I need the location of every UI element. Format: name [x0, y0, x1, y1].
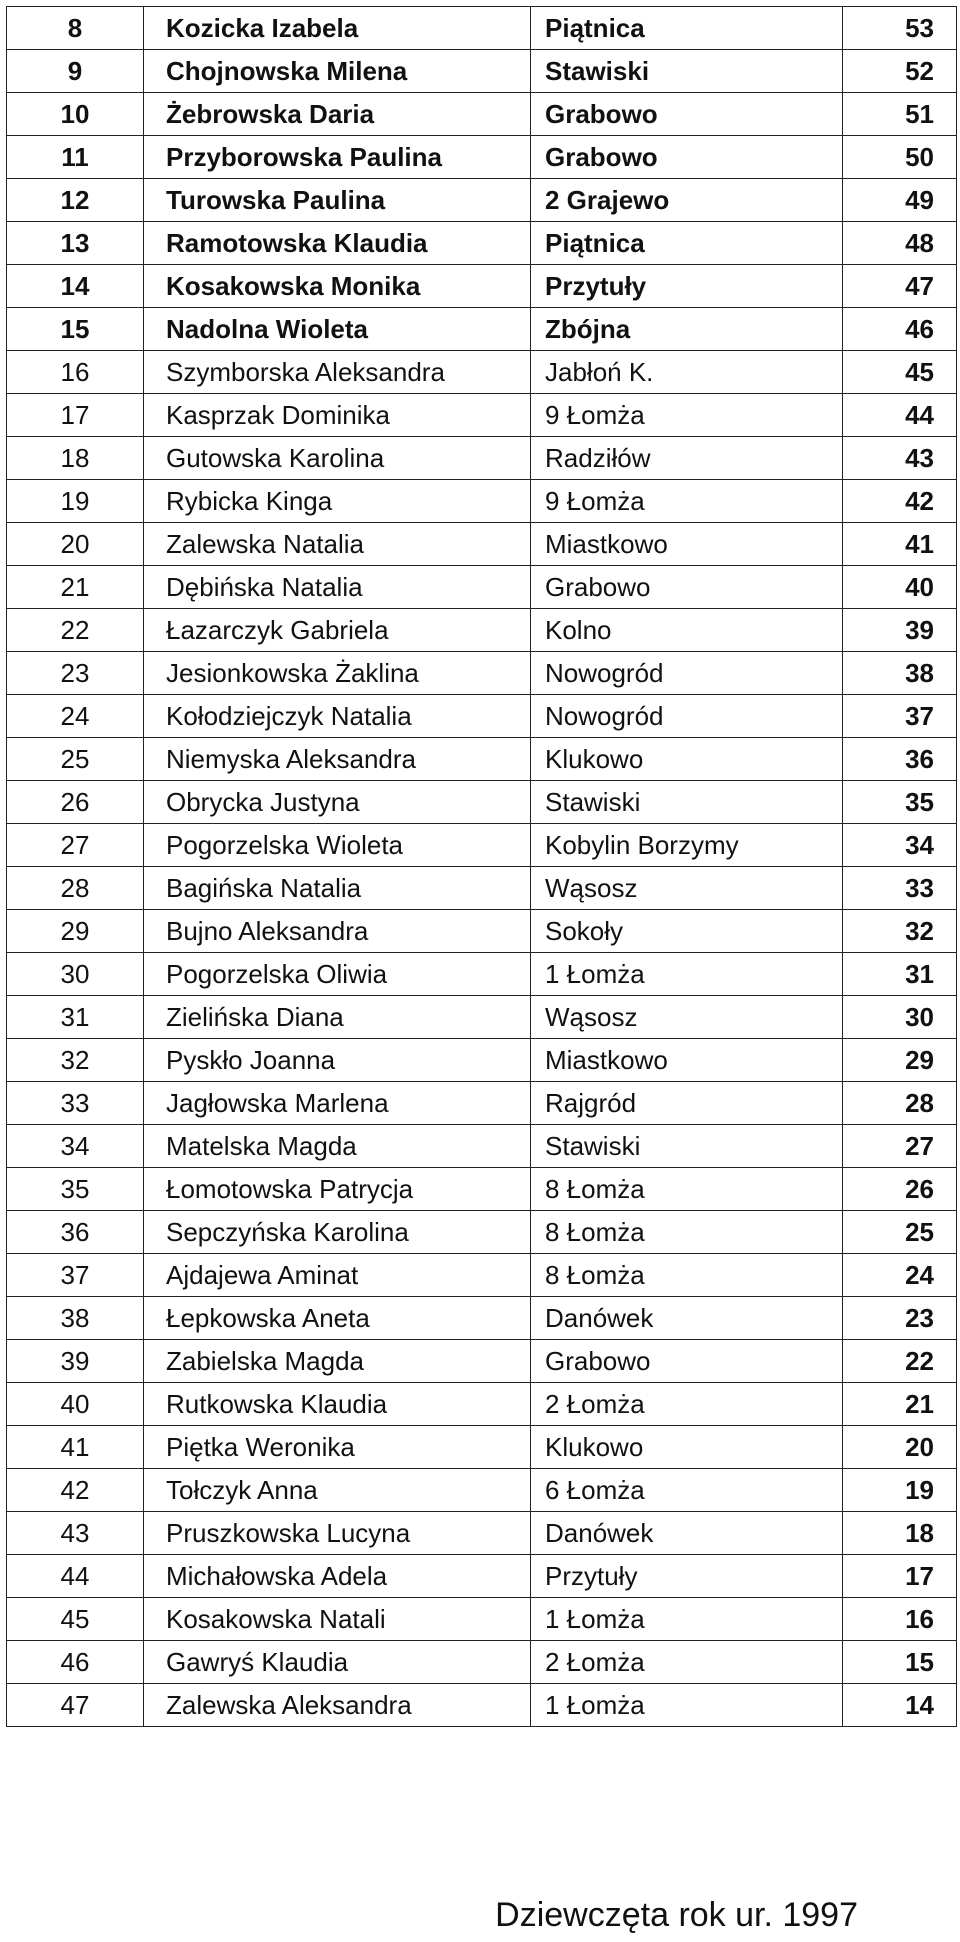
athlete-name-cell: Tołczyk Anna [144, 1469, 531, 1512]
rank-cell: 43 [7, 1512, 144, 1555]
club-cell: Grabowo [531, 566, 843, 609]
athlete-name-cell: Pogorzelska Wioleta [144, 824, 531, 867]
points-cell: 34 [843, 824, 957, 867]
table-row [7, 1039, 957, 1082]
athlete-name-cell: Pruszkowska Lucyna [144, 1512, 531, 1555]
table-row [7, 308, 957, 351]
athlete-name-cell: Ramotowska Klaudia [144, 222, 531, 265]
points-cell: 22 [843, 1340, 957, 1383]
points-cell: 52 [843, 50, 957, 93]
athlete-name-cell: Bujno Aleksandra [144, 910, 531, 953]
table-row [7, 1684, 957, 1727]
rank-cell: 42 [7, 1469, 144, 1512]
table-row [7, 1512, 957, 1555]
rank-cell: 26 [7, 781, 144, 824]
rank-cell: 40 [7, 1383, 144, 1426]
athlete-name-cell: Zielińska Diana [144, 996, 531, 1039]
points-cell: 33 [843, 867, 957, 910]
athlete-name-cell: Jagłowska Marlena [144, 1082, 531, 1125]
points-cell: 16 [843, 1598, 957, 1641]
points-cell: 45 [843, 351, 957, 394]
rank-cell: 30 [7, 953, 144, 996]
club-cell: Danówek [531, 1297, 843, 1340]
points-cell: 35 [843, 781, 957, 824]
rank-cell: 47 [7, 1684, 144, 1727]
rank-cell: 22 [7, 609, 144, 652]
club-cell: Wąsosz [531, 996, 843, 1039]
table-row [7, 437, 957, 480]
table-row [7, 1641, 957, 1684]
club-cell: Miastkowo [531, 1039, 843, 1082]
athlete-name-cell: Kołodziejczyk Natalia [144, 695, 531, 738]
points-cell: 26 [843, 1168, 957, 1211]
club-cell: Kobylin Borzymy [531, 824, 843, 867]
table-row [7, 179, 957, 222]
points-cell: 42 [843, 480, 957, 523]
club-cell: Nowogród [531, 695, 843, 738]
table-row [7, 93, 957, 136]
club-cell: 6 Łomża [531, 1469, 843, 1512]
athlete-name-cell: Bagińska Natalia [144, 867, 531, 910]
club-cell: Piątnica [531, 7, 843, 50]
table-row [7, 1297, 957, 1340]
results-table [6, 6, 957, 1727]
table-row [7, 136, 957, 179]
athlete-name-cell: Turowska Paulina [144, 179, 531, 222]
points-cell: 49 [843, 179, 957, 222]
table-row [7, 222, 957, 265]
table-row [7, 1555, 957, 1598]
points-cell: 25 [843, 1211, 957, 1254]
points-cell: 30 [843, 996, 957, 1039]
rank-cell: 10 [7, 93, 144, 136]
athlete-name-cell: Zalewska Natalia [144, 523, 531, 566]
rank-cell: 35 [7, 1168, 144, 1211]
points-cell: 51 [843, 93, 957, 136]
rank-cell: 24 [7, 695, 144, 738]
athlete-name-cell: Łazarczyk Gabriela [144, 609, 531, 652]
club-cell: Przytuły [531, 265, 843, 308]
club-cell: 2 Grajewo [531, 179, 843, 222]
table-row [7, 1426, 957, 1469]
points-cell: 29 [843, 1039, 957, 1082]
rank-cell: 12 [7, 179, 144, 222]
club-cell: Radziłów [531, 437, 843, 480]
club-cell: 8 Łomża [531, 1168, 843, 1211]
table-row [7, 1211, 957, 1254]
club-cell: Klukowo [531, 1426, 843, 1469]
points-cell: 15 [843, 1641, 957, 1684]
table-row [7, 351, 957, 394]
club-cell: 1 Łomża [531, 953, 843, 996]
athlete-name-cell: Jesionkowska Żaklina [144, 652, 531, 695]
rank-cell: 23 [7, 652, 144, 695]
table-row [7, 480, 957, 523]
table-row [7, 695, 957, 738]
club-cell: Przytuły [531, 1555, 843, 1598]
club-cell: 8 Łomża [531, 1254, 843, 1297]
rank-cell: 17 [7, 394, 144, 437]
rank-cell: 11 [7, 136, 144, 179]
table-row [7, 1254, 957, 1297]
table-row [7, 7, 957, 50]
points-cell: 17 [843, 1555, 957, 1598]
table-row [7, 867, 957, 910]
points-cell: 20 [843, 1426, 957, 1469]
rank-cell: 46 [7, 1641, 144, 1684]
points-cell: 18 [843, 1512, 957, 1555]
club-cell: Miastkowo [531, 523, 843, 566]
rank-cell: 15 [7, 308, 144, 351]
athlete-name-cell: Żebrowska Daria [144, 93, 531, 136]
athlete-name-cell: Michałowska Adela [144, 1555, 531, 1598]
points-cell: 39 [843, 609, 957, 652]
points-cell: 50 [843, 136, 957, 179]
footer-caption: Dziewczęta rok ur. 1997 [495, 1896, 858, 1934]
club-cell: Sokoły [531, 910, 843, 953]
table-row [7, 1598, 957, 1641]
club-cell: Klukowo [531, 738, 843, 781]
points-cell: 41 [843, 523, 957, 566]
athlete-name-cell: Kosakowska Natali [144, 1598, 531, 1641]
club-cell: Zbójna [531, 308, 843, 351]
points-cell: 37 [843, 695, 957, 738]
points-cell: 32 [843, 910, 957, 953]
table-row [7, 1469, 957, 1512]
club-cell: 2 Łomża [531, 1383, 843, 1426]
points-cell: 27 [843, 1125, 957, 1168]
athlete-name-cell: Piętka Weronika [144, 1426, 531, 1469]
points-cell: 24 [843, 1254, 957, 1297]
rank-cell: 21 [7, 566, 144, 609]
table-row [7, 609, 957, 652]
results-table-body [7, 7, 957, 1727]
athlete-name-cell: Ajdajewa Aminat [144, 1254, 531, 1297]
rank-cell: 44 [7, 1555, 144, 1598]
athlete-name-cell: Kasprzak Dominika [144, 394, 531, 437]
athlete-name-cell: Przyborowska Paulina [144, 136, 531, 179]
club-cell: Grabowo [531, 1340, 843, 1383]
rank-cell: 38 [7, 1297, 144, 1340]
rank-cell: 27 [7, 824, 144, 867]
club-cell: 1 Łomża [531, 1684, 843, 1727]
club-cell: Stawiski [531, 50, 843, 93]
rank-cell: 18 [7, 437, 144, 480]
table-row [7, 1082, 957, 1125]
table-row [7, 1168, 957, 1211]
table-row [7, 1383, 957, 1426]
rank-cell: 33 [7, 1082, 144, 1125]
athlete-name-cell: Łepkowska Aneta [144, 1297, 531, 1340]
rank-cell: 41 [7, 1426, 144, 1469]
rank-cell: 37 [7, 1254, 144, 1297]
athlete-name-cell: Łomotowska Patrycja [144, 1168, 531, 1211]
table-row [7, 996, 957, 1039]
points-cell: 40 [843, 566, 957, 609]
points-cell: 21 [843, 1383, 957, 1426]
rank-cell: 8 [7, 7, 144, 50]
rank-cell: 32 [7, 1039, 144, 1082]
club-cell: Jabłoń K. [531, 351, 843, 394]
athlete-name-cell: Sepczyńska Karolina [144, 1211, 531, 1254]
rank-cell: 14 [7, 265, 144, 308]
rank-cell: 31 [7, 996, 144, 1039]
points-cell: 31 [843, 953, 957, 996]
club-cell: Grabowo [531, 136, 843, 179]
rank-cell: 36 [7, 1211, 144, 1254]
athlete-name-cell: Nadolna Wioleta [144, 308, 531, 351]
points-cell: 38 [843, 652, 957, 695]
club-cell: Stawiski [531, 781, 843, 824]
club-cell: 9 Łomża [531, 394, 843, 437]
athlete-name-cell: Gutowska Karolina [144, 437, 531, 480]
table-row [7, 1125, 957, 1168]
points-cell: 36 [843, 738, 957, 781]
table-row [7, 1340, 957, 1383]
club-cell: Kolno [531, 609, 843, 652]
rank-cell: 25 [7, 738, 144, 781]
athlete-name-cell: Pyskło Joanna [144, 1039, 531, 1082]
club-cell: Rajgród [531, 1082, 843, 1125]
club-cell: Danówek [531, 1512, 843, 1555]
athlete-name-cell: Matelska Magda [144, 1125, 531, 1168]
club-cell: 1 Łomża [531, 1598, 843, 1641]
club-cell: 2 Łomża [531, 1641, 843, 1684]
points-cell: 44 [843, 394, 957, 437]
athlete-name-cell: Rutkowska Klaudia [144, 1383, 531, 1426]
table-row [7, 953, 957, 996]
points-cell: 43 [843, 437, 957, 480]
athlete-name-cell: Zabielska Magda [144, 1340, 531, 1383]
athlete-name-cell: Kosakowska Monika [144, 265, 531, 308]
rank-cell: 19 [7, 480, 144, 523]
athlete-name-cell: Dębińska Natalia [144, 566, 531, 609]
club-cell: Piątnica [531, 222, 843, 265]
club-cell: Stawiski [531, 1125, 843, 1168]
points-cell: 47 [843, 265, 957, 308]
club-cell: Grabowo [531, 93, 843, 136]
club-cell: Wąsosz [531, 867, 843, 910]
athlete-name-cell: Gawryś Klaudia [144, 1641, 531, 1684]
table-row [7, 523, 957, 566]
points-cell: 28 [843, 1082, 957, 1125]
athlete-name-cell: Zalewska Aleksandra [144, 1684, 531, 1727]
athlete-name-cell: Szymborska Aleksandra [144, 351, 531, 394]
athlete-name-cell: Pogorzelska Oliwia [144, 953, 531, 996]
points-cell: 48 [843, 222, 957, 265]
club-cell: 8 Łomża [531, 1211, 843, 1254]
table-row [7, 824, 957, 867]
table-row [7, 265, 957, 308]
athlete-name-cell: Rybicka Kinga [144, 480, 531, 523]
table-row [7, 50, 957, 93]
rank-cell: 39 [7, 1340, 144, 1383]
rank-cell: 9 [7, 50, 144, 93]
table-row [7, 910, 957, 953]
table-row [7, 566, 957, 609]
club-cell: Nowogród [531, 652, 843, 695]
athlete-name-cell: Chojnowska Milena [144, 50, 531, 93]
points-cell: 19 [843, 1469, 957, 1512]
table-row [7, 738, 957, 781]
athlete-name-cell: Kozicka Izabela [144, 7, 531, 50]
rank-cell: 45 [7, 1598, 144, 1641]
table-row [7, 394, 957, 437]
rank-cell: 16 [7, 351, 144, 394]
athlete-name-cell: Obrycka Justyna [144, 781, 531, 824]
rank-cell: 34 [7, 1125, 144, 1168]
table-row [7, 781, 957, 824]
rank-cell: 28 [7, 867, 144, 910]
rank-cell: 20 [7, 523, 144, 566]
points-cell: 14 [843, 1684, 957, 1727]
club-cell: 9 Łomża [531, 480, 843, 523]
points-cell: 23 [843, 1297, 957, 1340]
rank-cell: 13 [7, 222, 144, 265]
athlete-name-cell: Niemyska Aleksandra [144, 738, 531, 781]
rank-cell: 29 [7, 910, 144, 953]
points-cell: 53 [843, 7, 957, 50]
table-row [7, 652, 957, 695]
points-cell: 46 [843, 308, 957, 351]
